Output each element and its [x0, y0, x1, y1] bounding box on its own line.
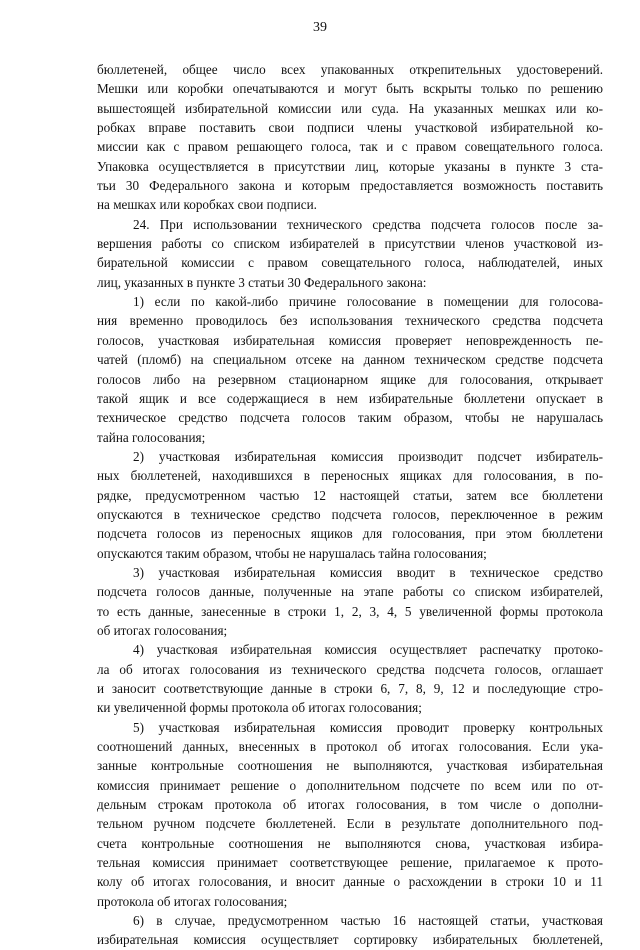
text-line: опускаются в техническое средство подсчета голосов, переключенное в режим	[97, 506, 603, 522]
text-line: чатей (пломб) на специальном отсеке на данном техническом средстве подсчета	[97, 352, 603, 368]
text-line: 5) участковая избирательная комиссия проводит проверку контрольных	[133, 719, 603, 735]
text-line: об итогах голосования;	[97, 622, 228, 638]
text-line: голосов либо на резервном стационарном ящике для голосования, открывает	[97, 371, 603, 387]
text-line: Упаковка осуществляется в присутствии лиц, которые указаны в пункте 3 ста-	[97, 158, 603, 174]
document-body	[97, 60, 603, 950]
text-line: ла об итогах голосования из технического средства подсчета голосов, оглашает	[97, 661, 603, 677]
text-line: тьи 30 Федерального закона и которым предоставляется возможность поставить	[97, 178, 603, 194]
text-line: соотношений данных, внесенных в протокол об итогах голосования. Если ука-	[97, 739, 603, 755]
text-line: 6) в случае, предусмотренном частью 16 настоящей статьи, участковая	[133, 913, 603, 929]
page-number: 39	[313, 20, 327, 35]
text-line: лиц, указанных в пункте 3 статьи 30 Федерального закона:	[97, 274, 427, 290]
text-line: бирательной комиссии с правом совещательного голоса, наблюдателей, иных	[97, 255, 603, 271]
text-line: техническое средство подсчета голосов таким образом, чтобы не нарушалась	[97, 410, 603, 426]
text-line: тельном ручном подсчете бюллетеней. Если в результате дополнительного под-	[97, 816, 603, 832]
text-line: ки увеличенной формы протокола об итогах голосования;	[97, 700, 422, 716]
text-line: ных бюллетеней, находившихся в переносных ящиках для голосования, в по-	[97, 468, 603, 484]
text-line: занные контрольные соотношения не выполняются, участковая избирательная	[97, 758, 603, 774]
text-line: и заносит соответствующие данные в строки 6, 7, 8, 9, 12 и последующие стро-	[97, 681, 603, 696]
text-line: на мешках или коробках свои подписи.	[97, 197, 317, 213]
text-line: протокола об итогах голосования;	[97, 893, 288, 909]
text-line: опускаются таким образом, чтобы не нарушалась тайна голосования;	[97, 545, 487, 561]
text-line: дельным строкам протокола об итогах голосования, в том числе о дополни-	[97, 797, 603, 813]
text-line: Мешки или коробки опечатываются и могут быть вскрыты только по решению	[97, 81, 603, 97]
text-line: колу об итогах голосования, и вносит данные о расхождении в строки 10 и 11	[97, 874, 603, 890]
text-line: голосов, участковая избирательная комиссия проверяет неповрежденность пе-	[97, 332, 603, 348]
text-line: счета контрольные соотношения не выполняются снова, участковая избира-	[97, 835, 603, 851]
text-line: вершения работы со списком избирателей в присутствии членов участковой из-	[97, 236, 603, 252]
text-line: 4) участковая избирательная комиссия осуществляет распечатку протоко-	[133, 642, 603, 658]
text-line: ния временно проводилось без использования технического средства подсчета	[97, 313, 603, 329]
text-line: робках вправе поставить свои подписи члены участковой избирательной ко-	[97, 120, 603, 136]
text-line: избирательная комиссия осуществляет сортировку избирательных бюллетеней,	[97, 932, 603, 948]
text-line: то есть данные, занесенные в строки 1, 2, 3, 4, 5 увеличенной формы протокола	[97, 603, 603, 619]
text-line: 3) участковая избирательная комиссия вводит в техническое средство	[133, 564, 603, 580]
text-line: комиссия принимает решение о дополнительном подсчете по всем или по от-	[97, 777, 603, 793]
text-line: такой ящик и все содержащиеся в нем избирательные бюллетени опускает в	[97, 390, 603, 406]
text-line: 1) если по какой-либо причине голосование в помещении для голосова-	[133, 294, 603, 310]
text-line: 24. При использовании технического средства подсчета голосов после за-	[133, 216, 603, 232]
text-line: бюллетеней, общее число всех упакованных открепительных удостоверений.	[97, 62, 603, 77]
text-line: подсчета голосов из переносных ящиков для голосования, при этом бюллетени	[97, 526, 603, 542]
text-line: 2) участковая избирательная комиссия производит подсчет избиратель-	[133, 448, 603, 464]
text-line: миссии как с правом решающего голоса, так и с правом совещательного голоса.	[97, 139, 603, 155]
text-line: рядке, предусмотренном частью 12 настоящей статьи, затем все бюллетени	[97, 487, 603, 503]
text-line: тайна голосования;	[97, 429, 206, 445]
text-line: подсчета голосов данные, полученные на этапе работы со списком избирателей,	[97, 584, 603, 600]
text-line: тельная комиссия принимает соответствующее решение, прилагаемое к прото-	[97, 855, 603, 871]
text-line: вышестоящей избирательной комиссии или суда. На указанных мешках или ко-	[97, 100, 603, 116]
